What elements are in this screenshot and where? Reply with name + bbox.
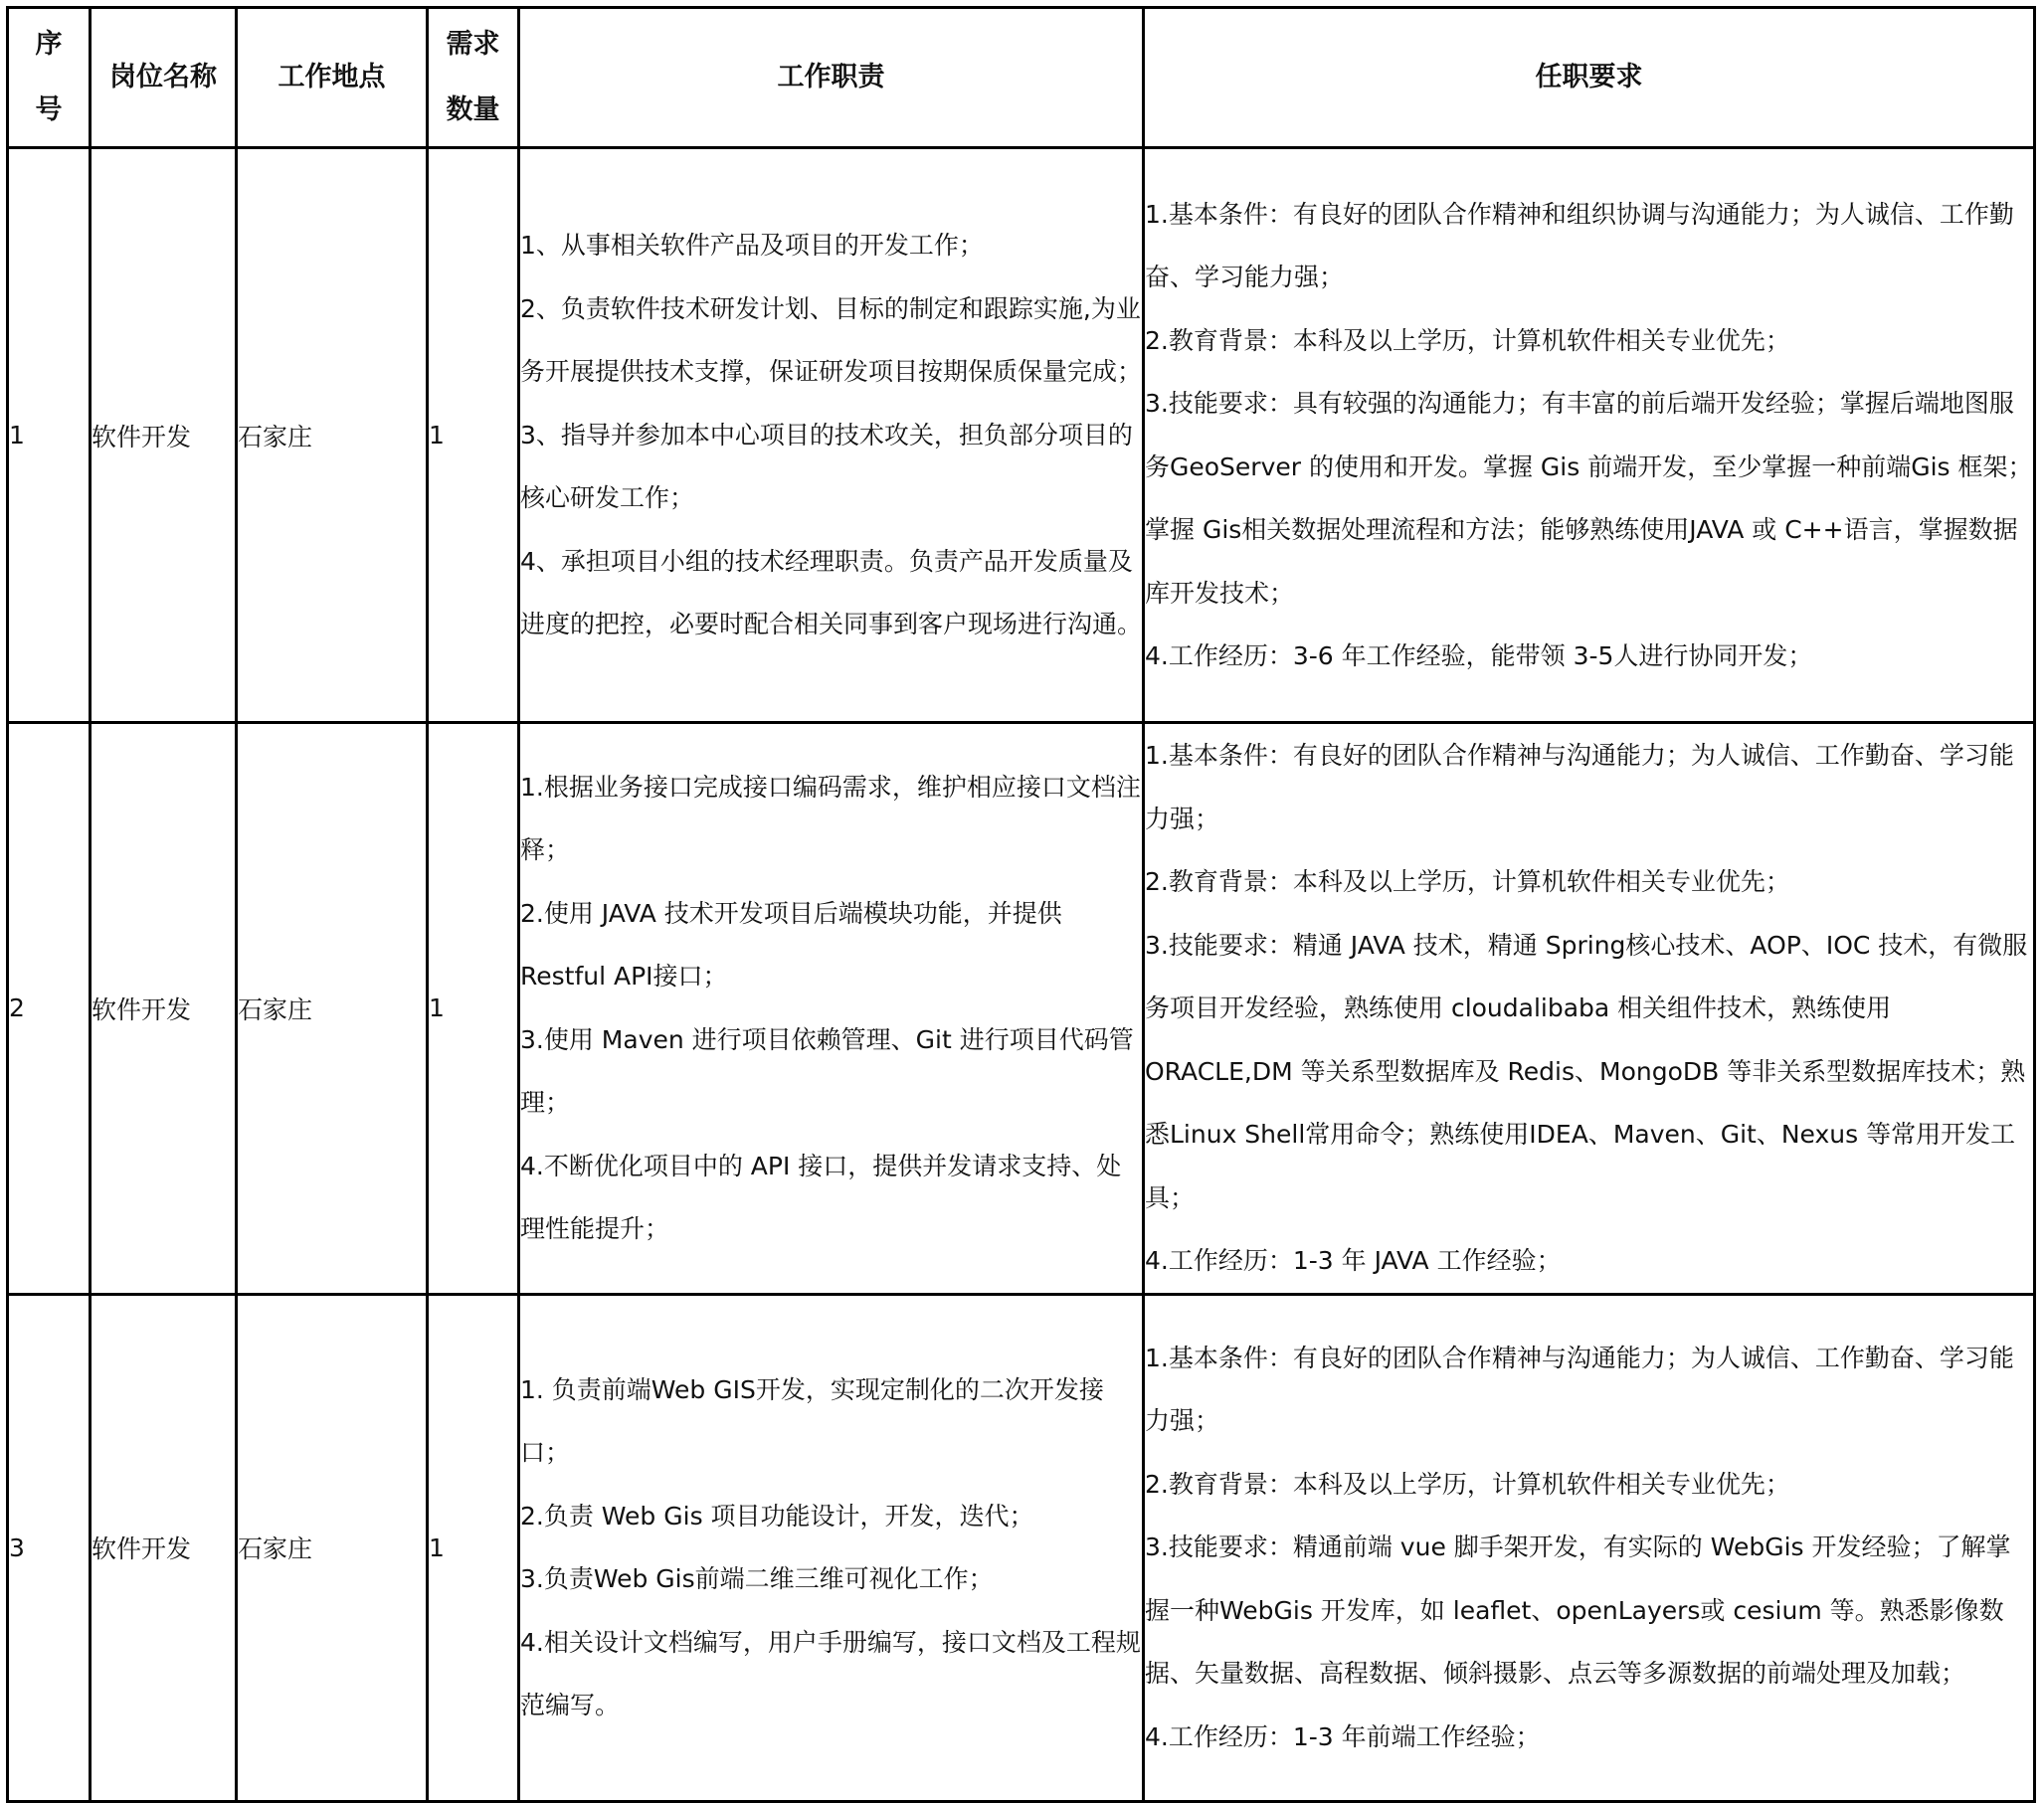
cell-requirements	[1144, 148, 2035, 723]
cell-position: 软件开发	[91, 723, 237, 1295]
cell-quantity: 1	[428, 723, 519, 1295]
cell-index: 1	[8, 148, 91, 723]
cell-quantity: 1	[428, 148, 519, 723]
requirement-item: 4.工作经历：1-3 年 JAVA 工作经验；	[1145, 1246, 1562, 1275]
cell-requirements	[1144, 723, 2035, 1295]
job-openings-table	[6, 6, 2036, 1803]
requirement-item: 2.教育背景：本科及以上学历，计算机软件相关专业优先；	[1145, 325, 1790, 355]
cell-quantity: 1	[428, 1294, 519, 1801]
cell-location: 石家庄	[237, 1294, 428, 1801]
duty-item: 1. 负责前端Web GIS开发，实现定制化的二次开发接口；	[520, 1374, 1104, 1467]
cell-index: 3	[8, 1294, 91, 1801]
requirement-item: 2.教育背景：本科及以上学历，计算机软件相关专业优先；	[1145, 1469, 1790, 1499]
requirement-item: 3.技能要求：具有较强的沟通能力；有丰富的前后端开发经验；掌握后端地图服务GeoServer 的使用和开发。掌握 Gis 前端开发，至少掌握一种前端Gis 框架；掌握 Gis相关数据处理流程和方法；能够熟练使用JAVA 或 C++语言，掌握数据库开发技术；	[1145, 389, 2033, 608]
duty-item: 4、承担项目小组的技术经理职责。负责产品开发质量及进度的把控，必要时配合相关同事到客户现场进行沟通。	[520, 546, 1143, 639]
duty-item: 4.不断优化项目中的 API 接口，提供并发请求支持、处理性能提升；	[520, 1151, 1122, 1244]
table-row	[8, 723, 2035, 1295]
cell-position: 软件开发	[91, 148, 237, 723]
header-index: 序 号	[8, 8, 91, 148]
cell-index: 2	[8, 723, 91, 1295]
header-location: 工作地点	[237, 8, 428, 148]
duty-item: 2.使用 JAVA 技术开发项目后端模块功能，并提供Restful API接口；	[520, 898, 1062, 992]
header-position: 岗位名称	[91, 8, 237, 148]
requirement-item: 1.基本条件：有良好的团队合作精神与沟通能力；为人诚信、工作勤奋、学习能力强；	[1145, 1343, 2014, 1436]
table-row	[8, 148, 2035, 723]
requirement-item: 1.基本条件：有良好的团队合作精神和组织协调与沟通能力；为人诚信、工作勤奋、学习能力强；	[1145, 199, 2014, 291]
requirement-item: 4.工作经历：3-6 年工作经验，能带领 3-5人进行协同开发；	[1145, 641, 1813, 670]
requirement-item: 3.技能要求：精通前端 vue 脚手架开发，有实际的 WebGis 开发经验；了解掌握一种WebGis 开发库，如 leaflet、openLayers或 cesium 等。熟悉影像数据、矢量数据、高程数据、倾斜摄影、点云等多源数据的前端处理及加载；	[1145, 1533, 2011, 1689]
cell-duties	[519, 723, 1144, 1295]
requirement-item: 2.教育背景：本科及以上学历，计算机软件相关专业优先；	[1145, 867, 1790, 896]
requirement-item: 4.工作经历：1-3 年前端工作经验；	[1145, 1721, 1541, 1751]
cell-duties	[519, 1294, 1144, 1801]
requirement-item: 3.技能要求：精通 JAVA 技术，精通 Spring核心技术、AOP、IOC 技术，有微服务项目开发经验，熟练使用 cloudalibaba 相关组件技术，熟练使用ORACLE,DM 等关系型数据库及 Redis、MongoDB 等非关系型数据库技术；熟悉Linux Shell常用命令；熟练使用IDEA、Maven、Git、Nexus 等常用开发工具；	[1145, 930, 2028, 1212]
cell-requirements	[1144, 1294, 2035, 1801]
cell-location: 石家庄	[237, 148, 428, 723]
cell-position: 软件开发	[91, 1294, 237, 1801]
header-duties: 工作职责	[519, 8, 1144, 148]
cell-duties	[519, 148, 1144, 723]
table-header-row	[8, 8, 2035, 148]
cell-location: 石家庄	[237, 723, 428, 1295]
header-requirements: 任职要求	[1144, 8, 2035, 148]
duty-item: 2、负责软件技术研发计划、目标的制定和跟踪实施,为业务开展提供技术支撑，保证研发项目按期保质保量完成；	[520, 293, 1143, 387]
duty-item: 1.根据业务接口完成接口编码需求，维护相应接口文档注释；	[520, 772, 1141, 865]
duty-item: 2.负责 Web Gis 项目功能设计，开发，迭代；	[520, 1501, 1034, 1531]
requirement-item: 1.基本条件：有良好的团队合作精神与沟通能力；为人诚信、工作勤奋、学习能力强；	[1145, 741, 2014, 833]
duty-item: 1、从事相关软件产品及项目的开发工作；	[520, 231, 984, 261]
duty-item: 3.使用 Maven 进行项目依赖管理、Git 进行项目代码管理；	[520, 1024, 1134, 1118]
header-quantity: 需求 数量	[428, 8, 519, 148]
duty-item: 4.相关设计文档编写，用户手册编写，接口文档及工程规范编写。	[520, 1627, 1141, 1719]
table-row	[8, 1294, 2035, 1801]
duty-item: 3、指导并参加本中心项目的技术攻关，担负部分项目的核心研发工作；	[520, 420, 1133, 513]
duty-item: 3.负责Web Gis前端二维三维可视化工作；	[520, 1564, 994, 1593]
